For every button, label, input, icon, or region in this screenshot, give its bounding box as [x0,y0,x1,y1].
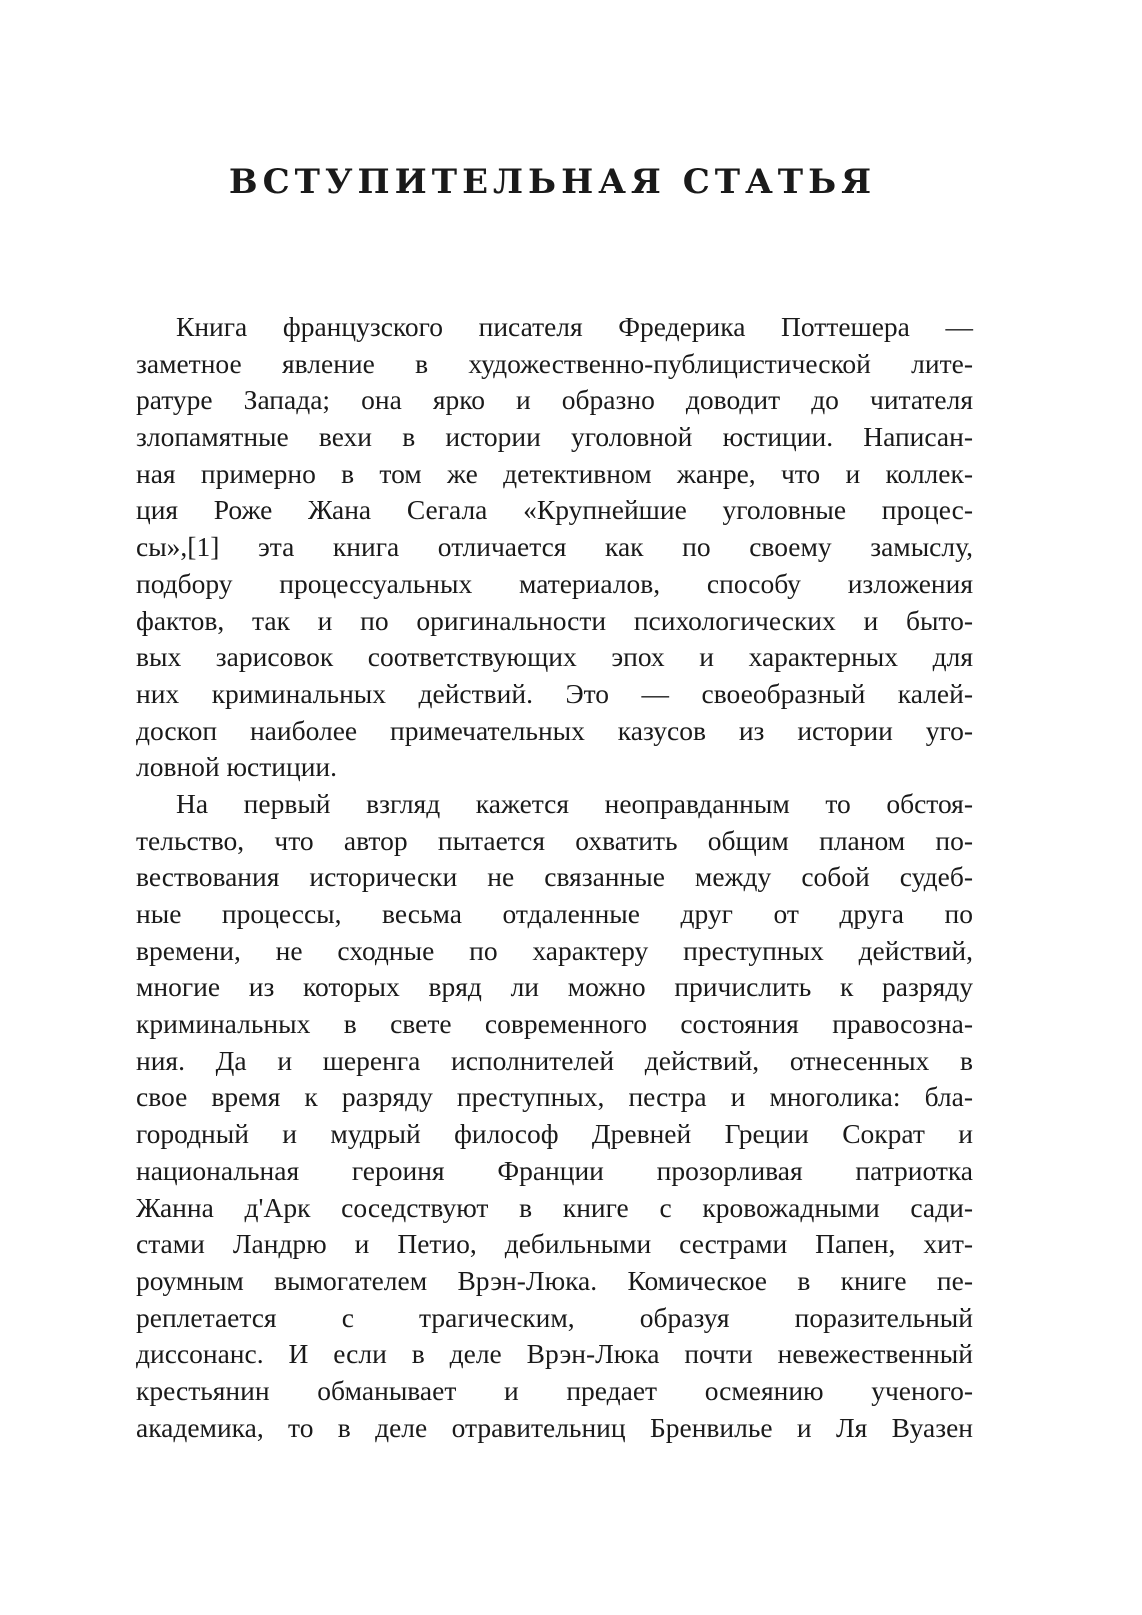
text-line: ные процессы, весьма отдаленные друг от друга по [136,898,973,929]
text-line: вых зарисовок соответствующих эпох и характерных для [136,641,973,673]
text-line: роумным вымогателем Врэн-Люка. Комическое в книге пе- [136,1264,973,1296]
text-line: ратуре Запада; она ярко и образно доводит до читателя [136,384,973,416]
text-line: ция Роже Жана Сегала «Крупнейшие уголовные процес- [136,494,973,526]
text-line: криминальных в свете современного состояния правосозна- [136,1008,973,1040]
text-line: Книга французского писателя Фредерика Поттешера — [176,311,973,342]
text-line: доскоп наиболее примечательных казусов из истории уго- [136,714,973,746]
text-line: Жанна д'Арк соседствуют в книге с кровожадными сади- [136,1191,973,1223]
text-line: злопамятные вехи в истории уголовной юстиции. Написан- [136,421,973,453]
text-line: национальная героиня Франции прозорливая патриотка [136,1154,973,1186]
text-line: тельство, что автор пытается охватить общим планом по- [136,824,973,856]
text-line: них криминальных действий. Это — своеобразный калей- [136,677,973,709]
text-line: ная примерно в том же детективном жанре, что и коллек- [136,457,973,489]
text-line: заметное явление в художественно-публицистической лите- [136,347,973,379]
page-title: ВСТУПИТЕЛЬНАЯ СТАТЬЯ [228,162,877,202]
text-line: свое время к разряду преступных, пестра и многолика: бла- [136,1081,973,1113]
text-line: сы»,[1] эта книга отличается как по своему замыслу, [136,531,973,563]
article-body [136,309,973,1446]
text-line: реплетается с трагическим, образуя поразительный [136,1301,973,1333]
text-line: диссонанс. И если в деле Врэн-Люка почти невежественный [136,1338,973,1370]
text-line: подбору процессуальных материалов, способу изложения [136,567,973,599]
text-line: городный и мудрый философ Древней Греции Сократ и [136,1118,973,1150]
text-line: ловной юстиции. [136,751,338,783]
text-line: ния. Да и шеренга исполнителей действий, отнесенных в [136,1044,973,1076]
text-line: вествования исторически не связанные между собой судеб- [136,861,973,893]
text-line: времени, не сходные по характеру преступных действий, [136,934,973,966]
text-line: На первый взгляд кажется неоправданным то обстоя- [176,787,973,819]
text-line: фактов, так и по оригинальности психологических и быто- [136,604,973,636]
text-line: многие из которых вряд ли можно причислить к разряду [136,971,973,1003]
text-line: академика, то в деле отравительниц Бренвилье и Ля Вуазен [136,1411,973,1443]
text-line: стами Ландрю и Петио, дебильными сестрами Папен, хит- [136,1228,973,1260]
text-line: крестьянин обманывает и предает осмеянию ученого- [136,1374,973,1406]
